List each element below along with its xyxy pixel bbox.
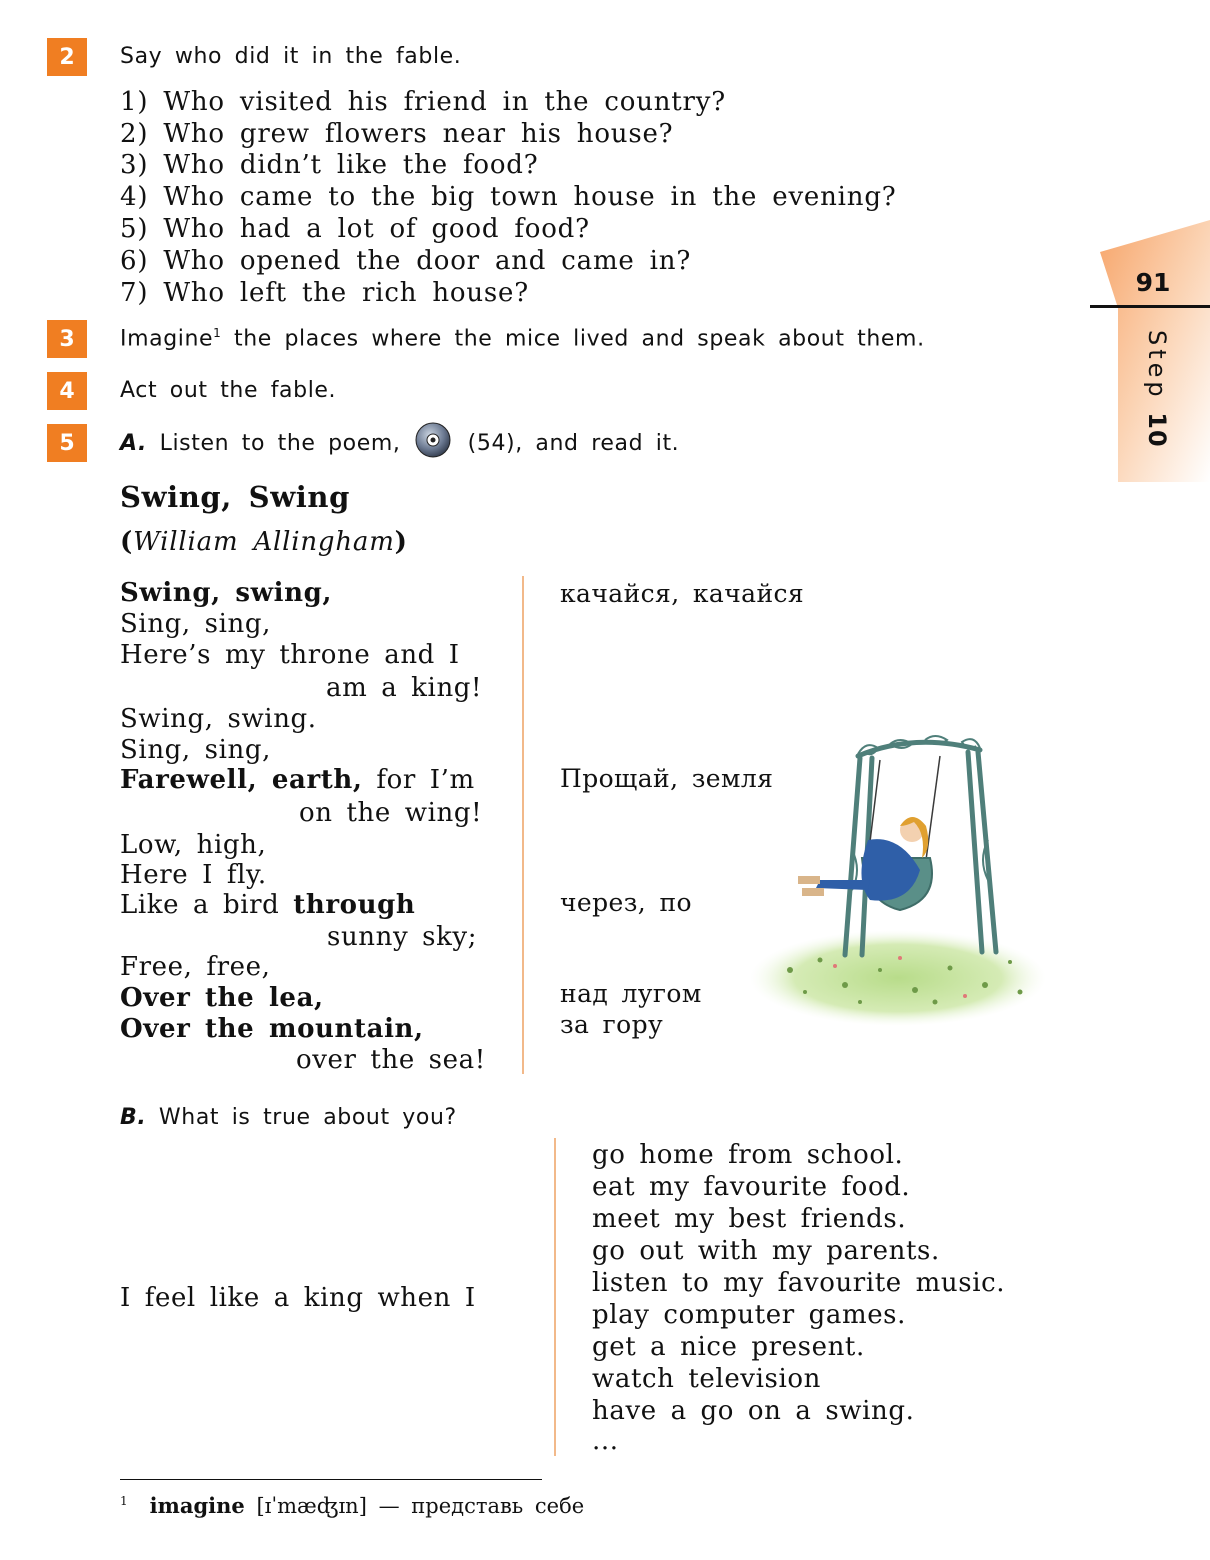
poem-author (120, 527, 408, 557)
poem-line-8: on the wing! (299, 798, 483, 828)
poem-line-11-bold: through (293, 890, 416, 920)
question-6: 6) Who opened the door and came in? (120, 246, 692, 276)
exercise-5a-instruction (120, 430, 679, 458)
option-3: meet my best friends. (592, 1204, 907, 1234)
poem-line-7-rest: for I’m (362, 765, 475, 795)
footnote-word: imagine (149, 1493, 245, 1518)
exercise-5-number: 5 (47, 424, 87, 462)
poem-line-7-bold: Farewell, earth, (120, 765, 363, 795)
exercise-4-number: 4 (47, 372, 87, 410)
option-6: play computer games. (592, 1300, 906, 1330)
step-label (1143, 330, 1173, 460)
part-b-label: B. (120, 1105, 147, 1130)
track-number: (54), and read it. (455, 431, 680, 456)
gloss-2: Прощай, земля (560, 764, 774, 793)
poem-line-2: Sing, sing, (120, 609, 271, 639)
step-word: Step (1143, 330, 1171, 401)
footnote-word-imagine: Imagine (120, 326, 214, 352)
author-name: William Allingham (133, 527, 395, 557)
poem-line-12: sunny sky; (327, 922, 478, 952)
question-7: 7) Who left the rich house? (120, 278, 529, 308)
sentence-stem: I feel like a king when I (120, 1283, 476, 1313)
footnote-dash: — (378, 1494, 400, 1518)
author-paren-open: ( (120, 527, 134, 557)
option-5: listen to my favourite music. (592, 1268, 1006, 1298)
option-2: eat my favourite food. (592, 1172, 911, 1202)
poem-divider (522, 576, 524, 1074)
gloss-1: качайся, качайся (560, 579, 805, 608)
option-10: ... (592, 1426, 619, 1456)
footnote-mark: 1 (120, 1494, 128, 1508)
poem-line-15: Over the mountain, (120, 1014, 424, 1044)
poem-title: Swing, Swing (120, 480, 350, 514)
question-2: 2) Who grew flowers near his house? (120, 119, 674, 149)
footnote-translation: представь себе (411, 1494, 585, 1518)
option-8: watch television (592, 1364, 821, 1394)
exercise-5b-instruction (120, 1105, 457, 1130)
gloss-5: за гору (560, 1010, 664, 1039)
swing-illustration (750, 730, 1045, 1030)
exercise-3-number: 3 (47, 320, 87, 358)
poem-line-14: Over the lea, (120, 983, 324, 1013)
option-4: go out with my parents. (592, 1236, 940, 1266)
poem-line-11-pre: Like a bird (120, 890, 294, 920)
options-divider (554, 1138, 556, 1456)
part-a-text: Listen to the poem, (147, 431, 414, 456)
question-5: 5) Who had a lot of good food? (120, 214, 590, 244)
poem-line-5: Swing, swing. (120, 704, 317, 734)
poem-line-16: over the sea! (296, 1045, 486, 1075)
step-number: 10 (1143, 412, 1171, 448)
poem-line-9: Low, high, (120, 830, 267, 860)
poem-line-1: Swing, swing, (120, 578, 333, 608)
footnote (120, 1493, 584, 1518)
option-7: get a nice present. (592, 1332, 865, 1362)
page-number: 91 (1135, 268, 1171, 297)
exercise-3-rest: the places where the mice lived and speak about them. (221, 326, 925, 352)
poem-line-4: am a king! (326, 673, 483, 703)
footnote-transcription: [ɪˈmæʤɪn] (256, 1494, 367, 1518)
part-b-text: What is true about you? (146, 1105, 457, 1130)
exercise-3-instruction (120, 326, 925, 351)
option-1: go home from school. (592, 1140, 904, 1170)
author-paren-close: ) (394, 527, 408, 557)
cd-icon[interactable] (415, 422, 451, 458)
poem-line-3: Here’s my throne and I (120, 640, 460, 670)
exercise-2-number: 2 (47, 38, 87, 76)
poem-line-10: Here I fly. (120, 860, 267, 890)
poem-line-13: Free, free, (120, 952, 271, 982)
part-a-label: A. (120, 431, 147, 456)
poem-line-7 (120, 765, 475, 795)
exercise-2-instruction: Say who did it in the fable. (120, 44, 462, 69)
question-1: 1) Who visited his friend in the country? (120, 87, 726, 117)
exercise-4-instruction: Act out the fable. (120, 378, 337, 403)
option-9: have a go on a swing. (592, 1396, 915, 1426)
poem-line-11 (120, 890, 415, 920)
footnote-ref: 1 (213, 326, 222, 340)
footnote-rule (120, 1479, 542, 1480)
question-3: 3) Who didn’t like the food? (120, 150, 539, 180)
gloss-4: над лугом (560, 979, 702, 1008)
page-number-rule (1090, 305, 1210, 308)
poem-line-6: Sing, sing, (120, 735, 271, 765)
question-4: 4) Who came to the big town house in the evening? (120, 182, 897, 212)
gloss-3: через, по (560, 888, 692, 917)
